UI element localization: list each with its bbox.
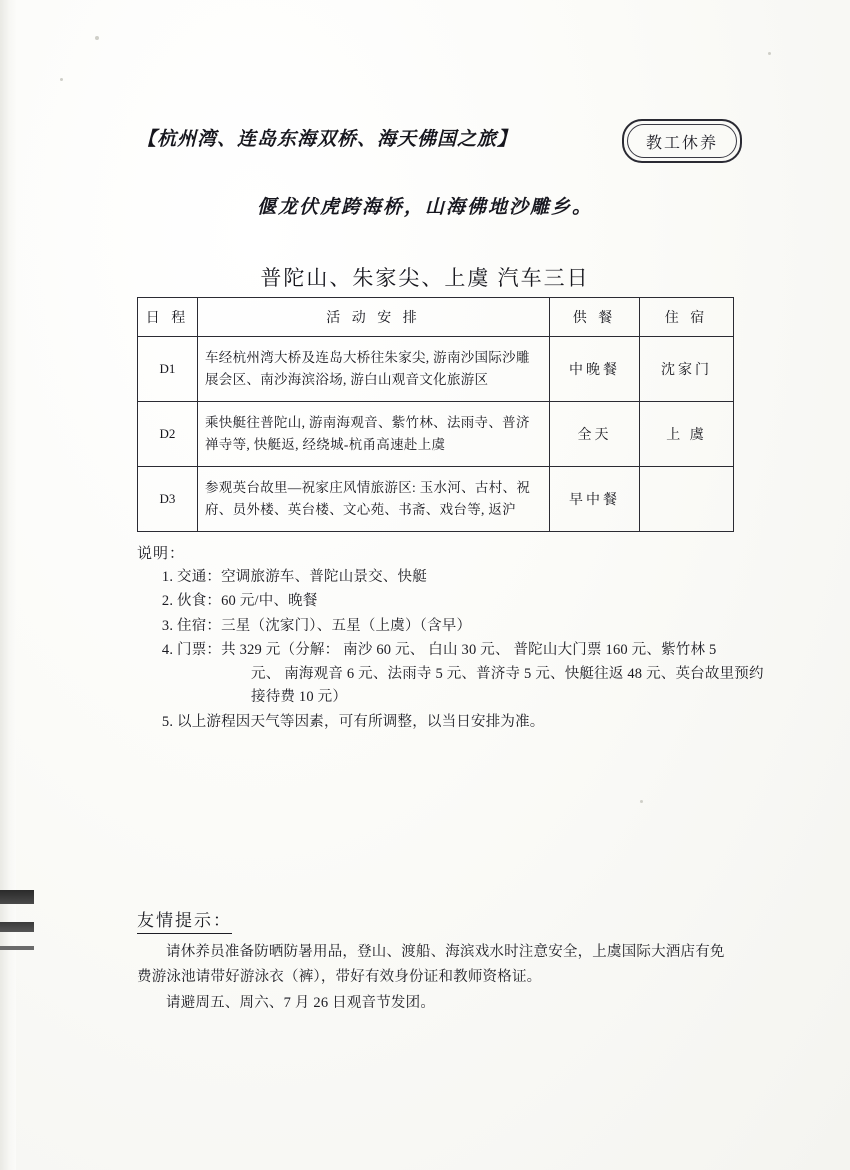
status-badge [622, 119, 742, 163]
table-row [138, 467, 734, 532]
note-text: 伙食：60 元/中、晚餐 [177, 593, 318, 610]
note-text-continued: 元、 南海观音 6 元、法雨寺 5 元、普济寺 5 元、快艇往返 48 元、英台故里预约接待费 10 元） [251, 665, 764, 706]
table-row [138, 337, 734, 402]
note-text: 住宿：三星（沈家门）、五星（上虞）（含早） [177, 617, 472, 634]
cell-hotel: 沈家门 [640, 337, 734, 402]
cell-day: D3 [138, 467, 198, 532]
cell-plan: 参观英台故里—祝家庄风情旅游区: 玉水河、古村、祝府、员外楼、英台楼、文心苑、书斋、戏台等, 返沪 [198, 467, 550, 532]
couplet-line: 偃龙伏虎跨海桥，山海佛地沙雕乡。 [256, 196, 593, 218]
cell-hotel: 上 虞 [640, 402, 734, 467]
tips-body [137, 940, 733, 1016]
note-text: 以上游程因天气等因素，可有所调整，以当日安排为准。 [177, 713, 545, 730]
table-row [138, 402, 734, 467]
tips-paragraph: 请避周五、周六、7 月 26 日观音节发团。 [166, 994, 436, 1011]
note-text: 门票：共 329 元（分解： 南沙 60 元、 白山 30 元、 普陀山大门票 160 元、紫竹林 5 [177, 642, 717, 659]
cell-meal: 中晚餐 [550, 337, 640, 402]
list-item [177, 711, 767, 734]
cell-day: D2 [138, 402, 198, 467]
notes-list [155, 566, 767, 735]
tour-subtitle: 普陀山、朱家尖、上虞 汽车三日 [260, 266, 590, 290]
column-header-hotel: 住 宿 [640, 298, 734, 337]
tips-heading: 友情提示： [137, 906, 232, 934]
list-item [177, 566, 767, 589]
list-item [177, 615, 767, 638]
status-badge-label: 教工休养 [645, 132, 718, 152]
column-header-day: 日 程 [138, 298, 198, 337]
itinerary-table [137, 297, 734, 532]
cell-hotel [640, 467, 734, 532]
cell-meal: 全天 [550, 402, 640, 467]
column-header-meal: 供 餐 [550, 298, 640, 337]
cell-day: D1 [138, 337, 198, 402]
tips-paragraph: 请休养员准备防晒防暑用品，登山、渡船、海滨戏水时注意安全，上虞国际大酒店有免费游泳池请带好游泳衣（裤），带好有效身份证和教师资格证。 [137, 944, 725, 986]
cell-plan: 车经杭州湾大桥及连岛大桥往朱家尖, 游南沙国际沙雕展会区、南沙海滨浴场, 游白山观音文化旅游区 [198, 337, 550, 402]
cell-meal: 早中餐 [550, 467, 640, 532]
column-header-plan: 活 动 安 排 [198, 298, 550, 337]
note-text: 交通：空调旅游车、普陀山景交、快艇 [177, 569, 427, 585]
notes-label: 说明： [137, 546, 186, 562]
cell-plan: 乘快艇往普陀山, 游南海观音、紫竹林、法雨寺、普济禅寺等, 快艇返, 经绕城-杭甬高速赴上虞 [198, 402, 550, 467]
page-title: 【杭州湾、连岛东海双桥、海天佛国之旅】 [137, 128, 518, 150]
list-item [177, 639, 767, 709]
table-header-row [138, 298, 734, 337]
list-item [177, 590, 767, 613]
